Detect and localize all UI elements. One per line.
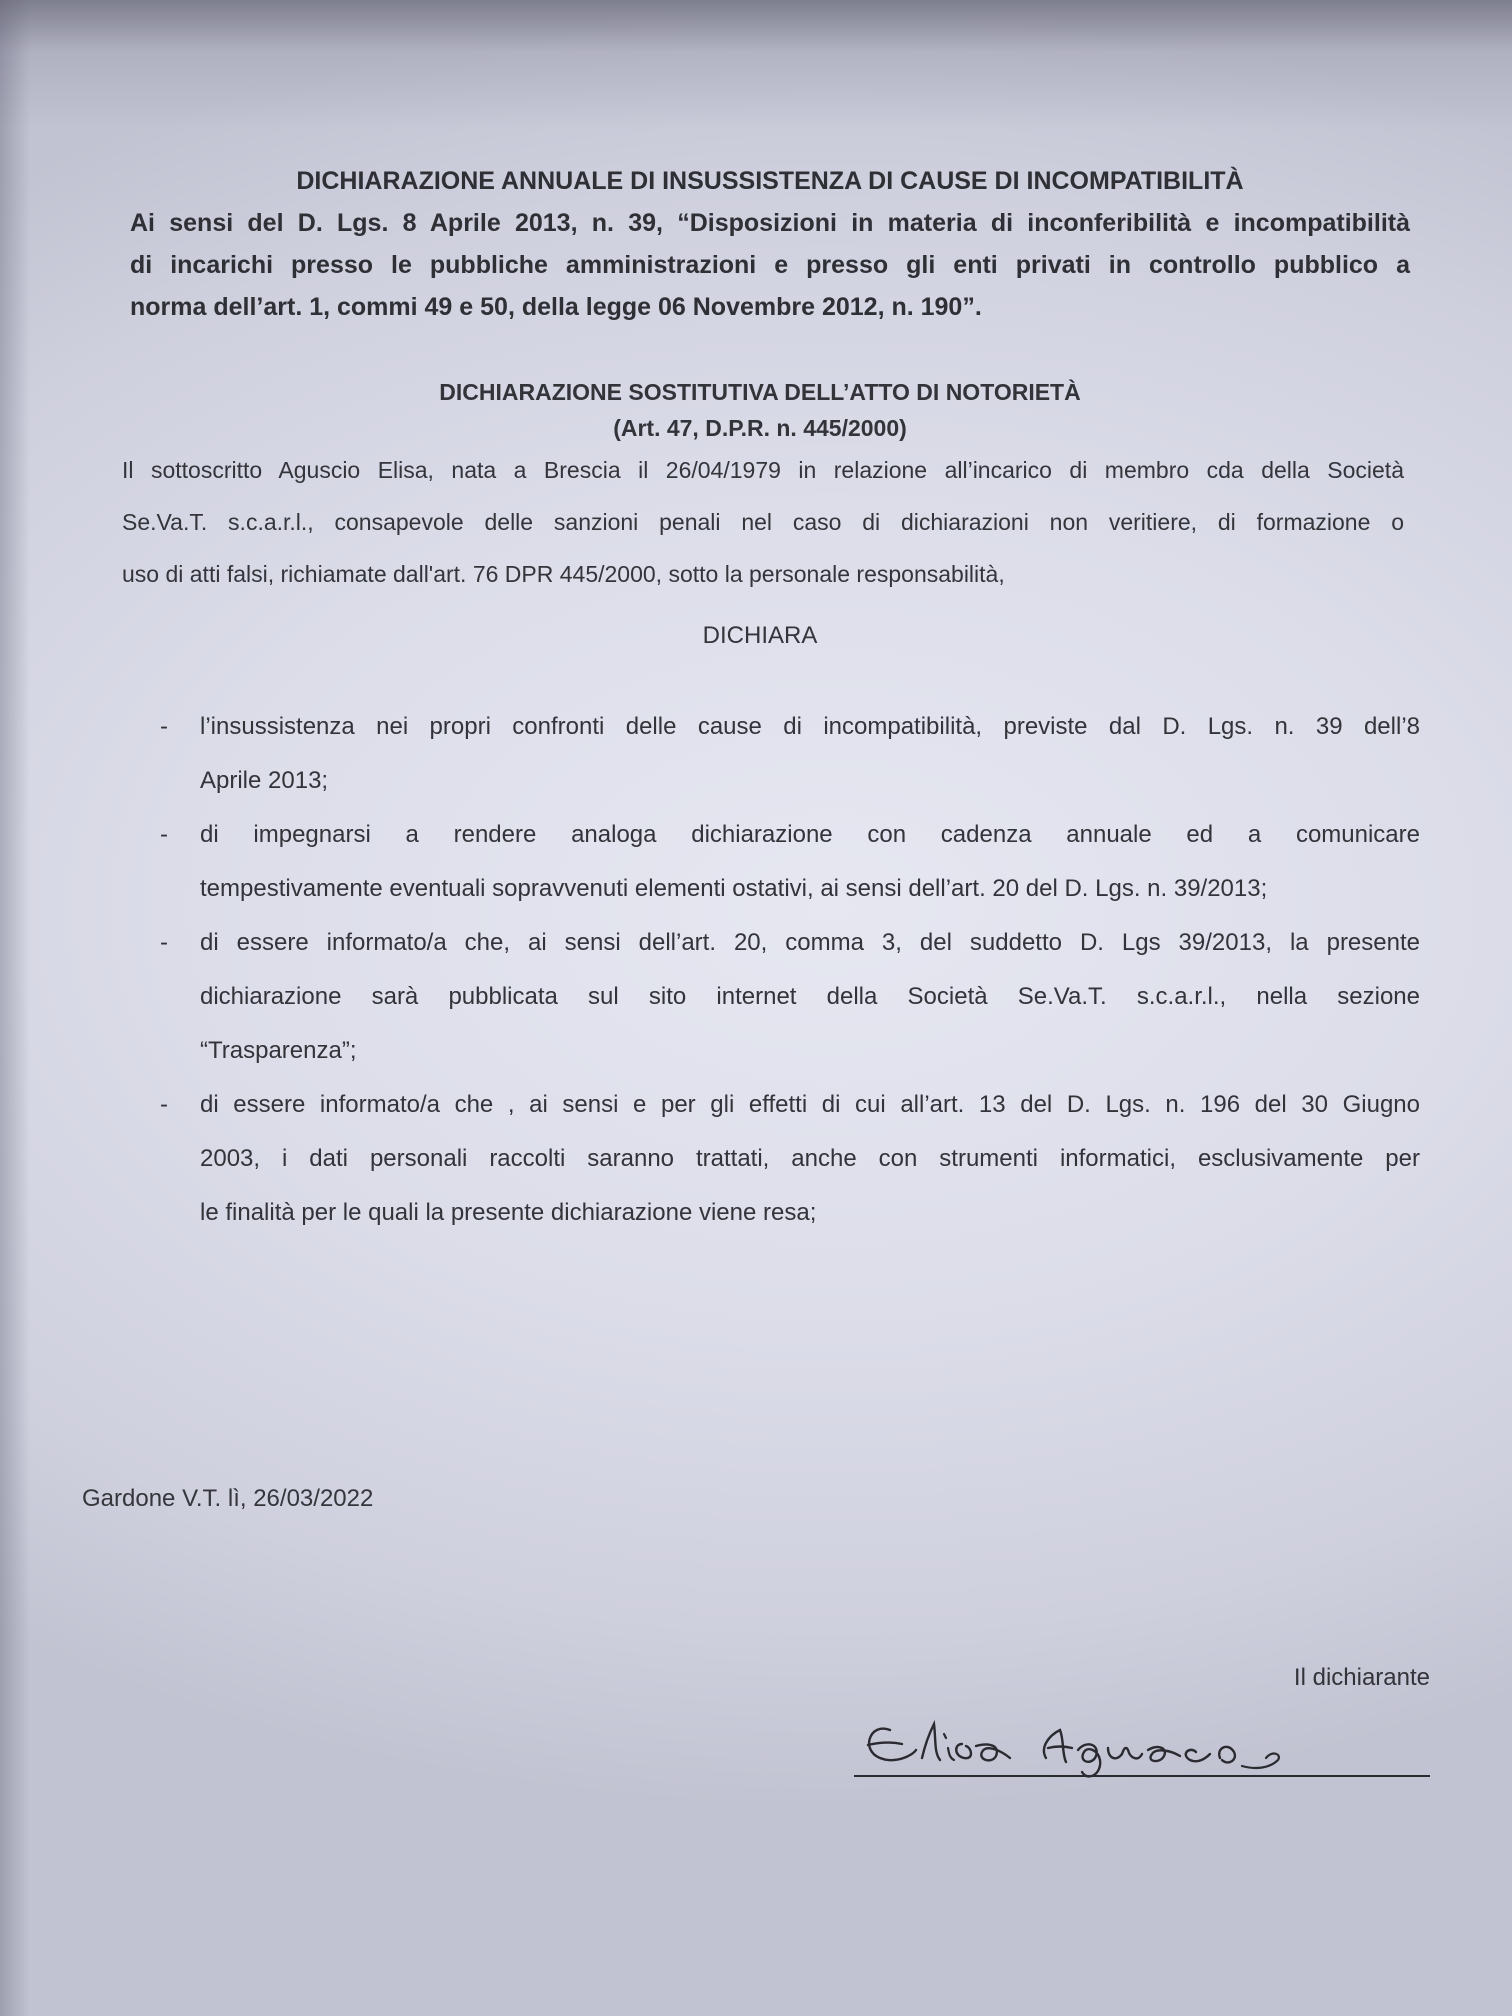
declaration-subtitle: (Art. 47, D.P.R. n. 445/2000) (613, 415, 907, 441)
list-dash: - (160, 929, 168, 956)
item-line: Aprile 2013; (200, 767, 329, 794)
body-line-2: Se.Va.T. s.c.a.r.l., consapevole delle sanzioni penali nel caso di dichiarazioni non veritiere, di formazione o (122, 509, 1404, 535)
place-and-date: Gardone V.T. lì, 26/03/2022 (82, 1485, 374, 1512)
handwritten-signature (850, 1700, 1430, 1790)
body-line-1: Il sottoscritto Aguscio Elisa, nata a Brescia il 26/04/1979 in relazione all’incarico di membro cda della Società (122, 457, 1404, 483)
declaration-title: DICHIARAZIONE SOSTITUTIVA DELL’ATTO DI NOTORIETÀ (439, 379, 1081, 405)
declaration-heading (300, 374, 1220, 446)
item-line: le finalità per le quali la presente dichiarazione viene resa; (200, 1199, 817, 1226)
item-line: di impegnarsi a rendere analoga dichiarazione con cadenza annuale ed a comunicare (200, 821, 1420, 848)
list-dash: - (160, 713, 168, 740)
item-line: tempestivamente eventuali sopravvenuti elementi ostativi, ai sensi dell’art. 20 del D. Lgs. n. 39/2013; (200, 875, 1268, 902)
item-line: di essere informato/a che, ai sensi dell’art. 20, comma 3, del suddetto D. Lgs 39/2013, la presente (200, 929, 1420, 956)
declaration-items (150, 700, 1420, 1240)
left-shadow (0, 0, 30, 2016)
item-line: 2003, i dati personali raccolti saranno trattati, anche con strumenti informatici, esclusivamente per (200, 1145, 1420, 1172)
law-reference-line-1: Ai sensi del D. Lgs. 8 Aprile 2013, n. 39, “Disposizioni in materia di inconferibilità e incompatibilità (130, 209, 1410, 237)
declaration-body (122, 444, 1404, 600)
list-item (150, 916, 1420, 1078)
list-dash: - (160, 821, 168, 848)
list-item (150, 1078, 1420, 1240)
signer-label: Il dichiarante (1293, 1664, 1430, 1691)
law-reference-line-2: di incarichi presso le pubbliche amministrazioni e presso gli enti privati in controllo pubblico a (130, 251, 1410, 279)
item-line: “Trasparenza”; (200, 1037, 357, 1064)
top-shadow (0, 0, 1512, 130)
list-item (150, 700, 1420, 808)
item-line: di essere informato/a che , ai sensi e per gli effetti di cui all’art. 13 del D. Lgs. n. 196 del 30 Giugno (200, 1091, 1420, 1118)
body-line-3: uso di atti falsi, richiamate dall'art. 76 DPR 445/2000, sotto la personale responsabilità, (122, 561, 1005, 587)
item-line: l’insussistenza nei propri confronti delle cause di incompatibilità, previste dal D. Lgs. n. 39 dell’8 (200, 713, 1420, 740)
document-header (130, 160, 1410, 328)
list-item (150, 808, 1420, 916)
list-dash: - (160, 1091, 168, 1118)
dichiara-heading: DICHIARA (702, 622, 818, 649)
item-line: dichiarazione sarà pubblicata sul sito internet della Società Se.Va.T. s.c.a.r.l., nella sezione (200, 983, 1420, 1010)
document-title: DICHIARAZIONE ANNUALE DI INSUSSISTENZA DI CAUSE DI INCOMPATIBILITÀ (296, 167, 1244, 195)
law-reference-line-3: norma dell’art. 1, commi 49 e 50, della legge 06 Novembre 2012, n. 190”. (130, 293, 982, 321)
